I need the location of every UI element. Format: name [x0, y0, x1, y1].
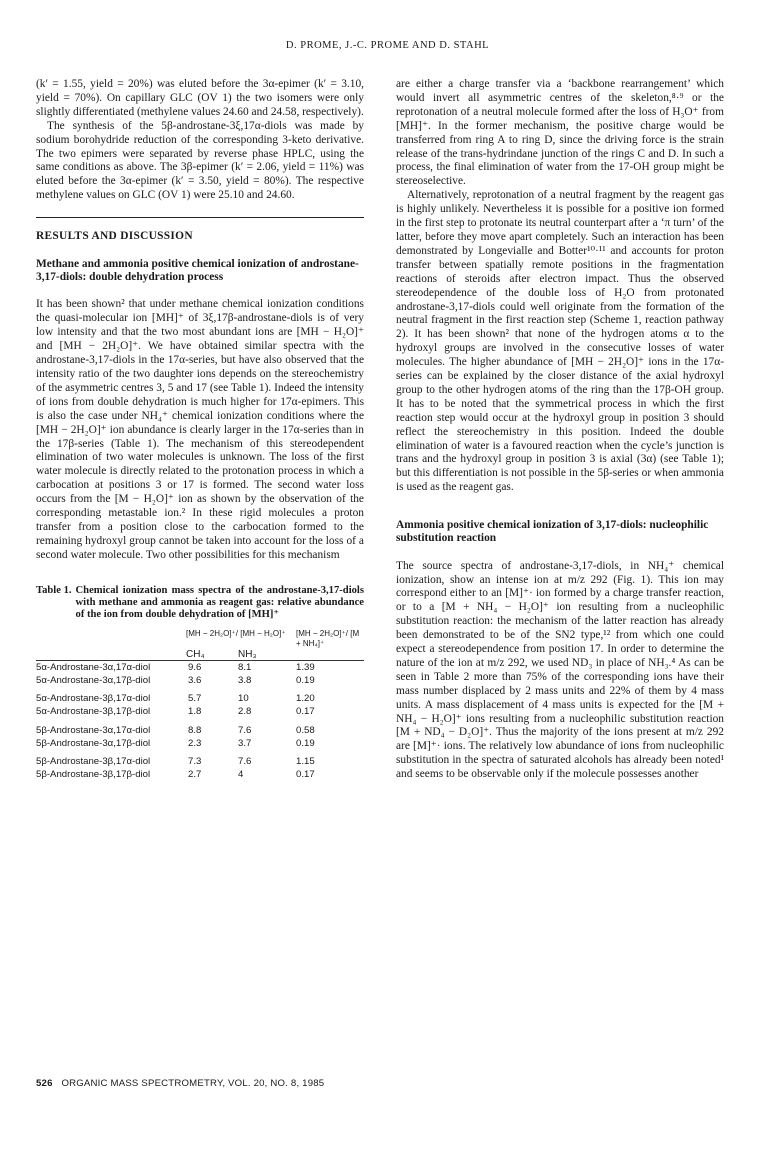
table-row [36, 750, 364, 768]
nh3-cell: 7.6 [238, 724, 252, 736]
right-column [396, 78, 724, 782]
ch4-cell: 5.7 [188, 693, 202, 705]
running-head: D. PROME, J.-C. PROME AND D. STAHL [285, 40, 490, 51]
subheading: Methane and ammonia positive chemical ionization of androstane-3,17-diols: double dehydration process [36, 258, 359, 284]
column-header-nh3: NH₃ [238, 649, 257, 661]
paragraph: Alternatively, reprotonation of a neutral fragment by the reagent gas is highly unlikely. Nevertheless it is possible for a positive ion formed in the first step to protonate its neutral counterpart after a ‘π turn’ of the latter, before they move apart completely. Such an interaction has been demonstrated by Longevialle and Botter¹⁰·¹¹ and accounts for proton transfer between spatially remote positions in the fragmentation reactions of steroids after electron impact. Thus the observed stereodependence of the double loss of H₂O from protonated androstane-3,17-diols could well originate from the formation of the neutral fragment in the first reaction step (Scheme 1, reaction pathway 2). It has been shown² that none of the hydrogen atoms α to the hydroxyl groups are involved in the consecutive losses of water molecules. The higher abundance of [MH − 2H₂O]⁺ ions in the 17α-series can be explained by the closer distance of the axial hydroxyl group to the other hydrogen atoms of the ring than the 17β-OH group. It has to be noted that the symmetrical process in which the first reaction step would occur at the hydroxyl group in position 3 should reflect the stereochemistry in this position. Indeed the double elimination of water is a favoured reaction when the cycle’s junction is trans and the hydroxyl group in position 3 is axial (3α) (see Table 1); but this differentiation is not possible in the 5β-series or when ammonia is used as the reagent gas. [396, 189, 724, 494]
ratio-cell: 0.19 [296, 737, 315, 749]
page-footer [36, 1078, 324, 1089]
ratio-cell: 0.58 [296, 724, 315, 736]
table-body [36, 660, 364, 781]
table-row [36, 660, 364, 674]
compound-cell: 5β-Androstane-3β,17α-diol [36, 756, 151, 768]
compound-cell: 5α-Androstane-3α,17α-diol [36, 660, 186, 674]
ch4-cell: 9.6 [186, 660, 238, 674]
compound-cell: 5β-Androstane-3α,17α-diol [36, 724, 151, 736]
ch4-cell: 8.8 [188, 724, 202, 736]
column-header-ratio2: [MH − 2H₂O]⁺/ [M + NH₄]⁺ [296, 629, 360, 648]
compound-cell: 5α-Androstane-3β,17α-diol [36, 693, 151, 705]
nh3-cell: 8.1 [238, 660, 296, 674]
paragraph: It has been shown² that under methane chemical ionization conditions the quasi-molecular ion [MH]⁺ of 3ξ,17β-androstane-diols is of very low intensity and that the two most abundant ions are [MH − H₂O]⁺ and [MH − 2H₂O]⁺. We have obtained similar spectra with the androstane-3,17-diols in the 17α-series, but have also observed that the intensity ratio of the two daughter ions depends on the stereochemistry of the asymmetric centres 3, 5 and 17 (see Table 1). Indeed the intensity of ions from double dehydration is much higher for 17α-epimers. This is also the case under NH₄⁺ chemical ionization conditions where the [MH − 2H₂O]⁺ ion abundance is clearly larger in the 17α-series than in the 17β-series (Table 1). The mechanism of this stereodependent elimination of two water molecules is unknown. The loss of the first water molecule is directly related to the protonation process in which a carbocation at positions 3 or 17 is formed. The second water loss occurs from the [M − H₂O]⁺ ion as shown by the observation of the corresponding metastable ion.² In these rigid molecules a proton transfer from a position close to the carbocation formed to the remaining hydroxyl group cannot be taken into account for the loss of a second water molecule. Two other possibilities for this mechanism [36, 298, 364, 561]
left-column [36, 78, 364, 781]
nh3-cell: 4 [238, 769, 244, 781]
ch4-cell: 7.3 [188, 756, 202, 768]
compound-cell: 5α-Androstane-3β,17β-diol [36, 706, 151, 718]
compound-cell: 5β-Androstane-3β,17β-diol [36, 769, 151, 781]
table-row [36, 674, 364, 687]
column-header-ch4: CH₄ [186, 649, 205, 661]
table-block [36, 585, 364, 782]
table-row [36, 719, 364, 737]
page-number: 526 [36, 1078, 53, 1089]
section-heading: RESULTS AND DISCUSSION [36, 217, 364, 244]
nh3-cell: 2.8 [238, 706, 252, 718]
ratio-cell: 0.17 [296, 706, 315, 718]
compound-cell: 5α-Androstane-3α,17β-diol [36, 675, 151, 686]
paragraph: The synthesis of the 5β-androstane-3ξ,17α-diols was made by sodium borohydride reduction of the corresponding 3-keto derivative. The two epimers were separated by reverse phase HPLC, using the same conditions as above. The 3β-epimer (k′ = 2.06, yield = 11%) was eluted before the 3α-epimer (k′ = 3.50, yield = 80%). The respective methylene values on GLC (OV 1) were 25.10 and 24.60. [36, 119, 364, 202]
table-row [36, 687, 364, 705]
subheading: Ammonia positive chemical ionization of 3,17-diols: nucleophilic substitution reaction [396, 519, 709, 545]
paragraph: are either a charge transfer via a ‘backbone rearrangement’ which would invert all asymmetric centres of the skeleton,⁸·⁹ or the reprotonation of a neutral molecule formed after the loss of H₃O⁺ from [MH]⁺. In the former mechanism, the positive charge would be transferred from ring A to ring D, since the driving force is the strain release of the trans-hydrindane junction of the rings C and D. In such a process, the final elimination of water from the 17-OH group might be stereoselective. [396, 78, 724, 188]
journal-citation: ORGANIC MASS SPECTROMETRY, VOL. 20, NO. 8, 1985 [61, 1078, 325, 1089]
nh3-cell: 7.6 [238, 756, 252, 768]
table-caption [36, 585, 364, 622]
ratio-cell: 1.39 [296, 660, 364, 674]
ratio-cell: 0.17 [296, 769, 315, 781]
nh3-cell: 3.8 [238, 675, 252, 686]
nh3-cell: 3.7 [238, 737, 252, 749]
ratio-cell: 1.20 [296, 693, 315, 705]
data-table [36, 629, 364, 781]
column-header-ratio1: [MH − 2H₂O]⁺/ [MH − H₂O]⁺ [186, 629, 286, 639]
table-caption-text: Chemical ionization mass spectra of the androstane-3,17-diols with methane and ammonia as reagent gas: relative abundance of the ion from double dehydration of [MH]⁺ [75, 584, 364, 621]
ratio-cell: 0.19 [296, 675, 315, 686]
table-row [36, 705, 364, 718]
ch4-cell: 2.7 [188, 769, 202, 781]
table-row [36, 768, 364, 781]
nh3-cell: 10 [238, 693, 249, 705]
table-row [36, 737, 364, 750]
table-label: Table 1. [36, 584, 72, 596]
ratio-cell: 1.15 [296, 756, 315, 768]
compound-cell: 5β-Androstane-3α,17β-diol [36, 737, 151, 749]
paragraph: The source spectra of androstane-3,17-diols, in NH₄⁺ chemical ionization, show an intense ion at m/z 292 (Fig. 1). This ion may correspond either to an [M]⁺· ion formed by a charge transfer reaction, or to a [M + NH₄ − H₂O]⁺ ion resulting from a nucleophilic substitution reaction: the mechanism of the latter reaction has already been demonstrated to be of the SN2 type,¹² from which one could expect a stereodependence from position 17. In order to determine the nature of the ion at m/z 292, we used ND₃ in place of NH₃.⁴ As can be seen in Table 2 more than 75% of the corresponding ions have their mass number displaced by 2 mass units and 22% of them by 4 mass units. A mass displacement of 4 mass units is expected for the [M + NH₄ − H₂O]⁺ ions resulting from a nucleophilic substitution reaction [M + ND₄ − D₂O]⁺. Thus the majority of the ions present at m/z 292 are [M]⁺· ions. The relatively low abundance of ions from nucleophilic substitution in the spectra of saturated alcohols has already been noted¹ and seems to be observable only if the molecule possesses another [396, 559, 724, 781]
paragraph: (k′ = 1.55, yield = 20%) was eluted before the 3α-epimer (k′ = 3.10, yield = 70%). On capillary GLC (OV 1) the two isomers were only slightly differentiated (methylene values 24.60 and 24.58, respectively). [36, 78, 364, 118]
ch4-cell: 1.8 [188, 706, 202, 718]
ch4-cell: 2.3 [188, 737, 202, 749]
ch4-cell: 3.6 [188, 675, 202, 686]
